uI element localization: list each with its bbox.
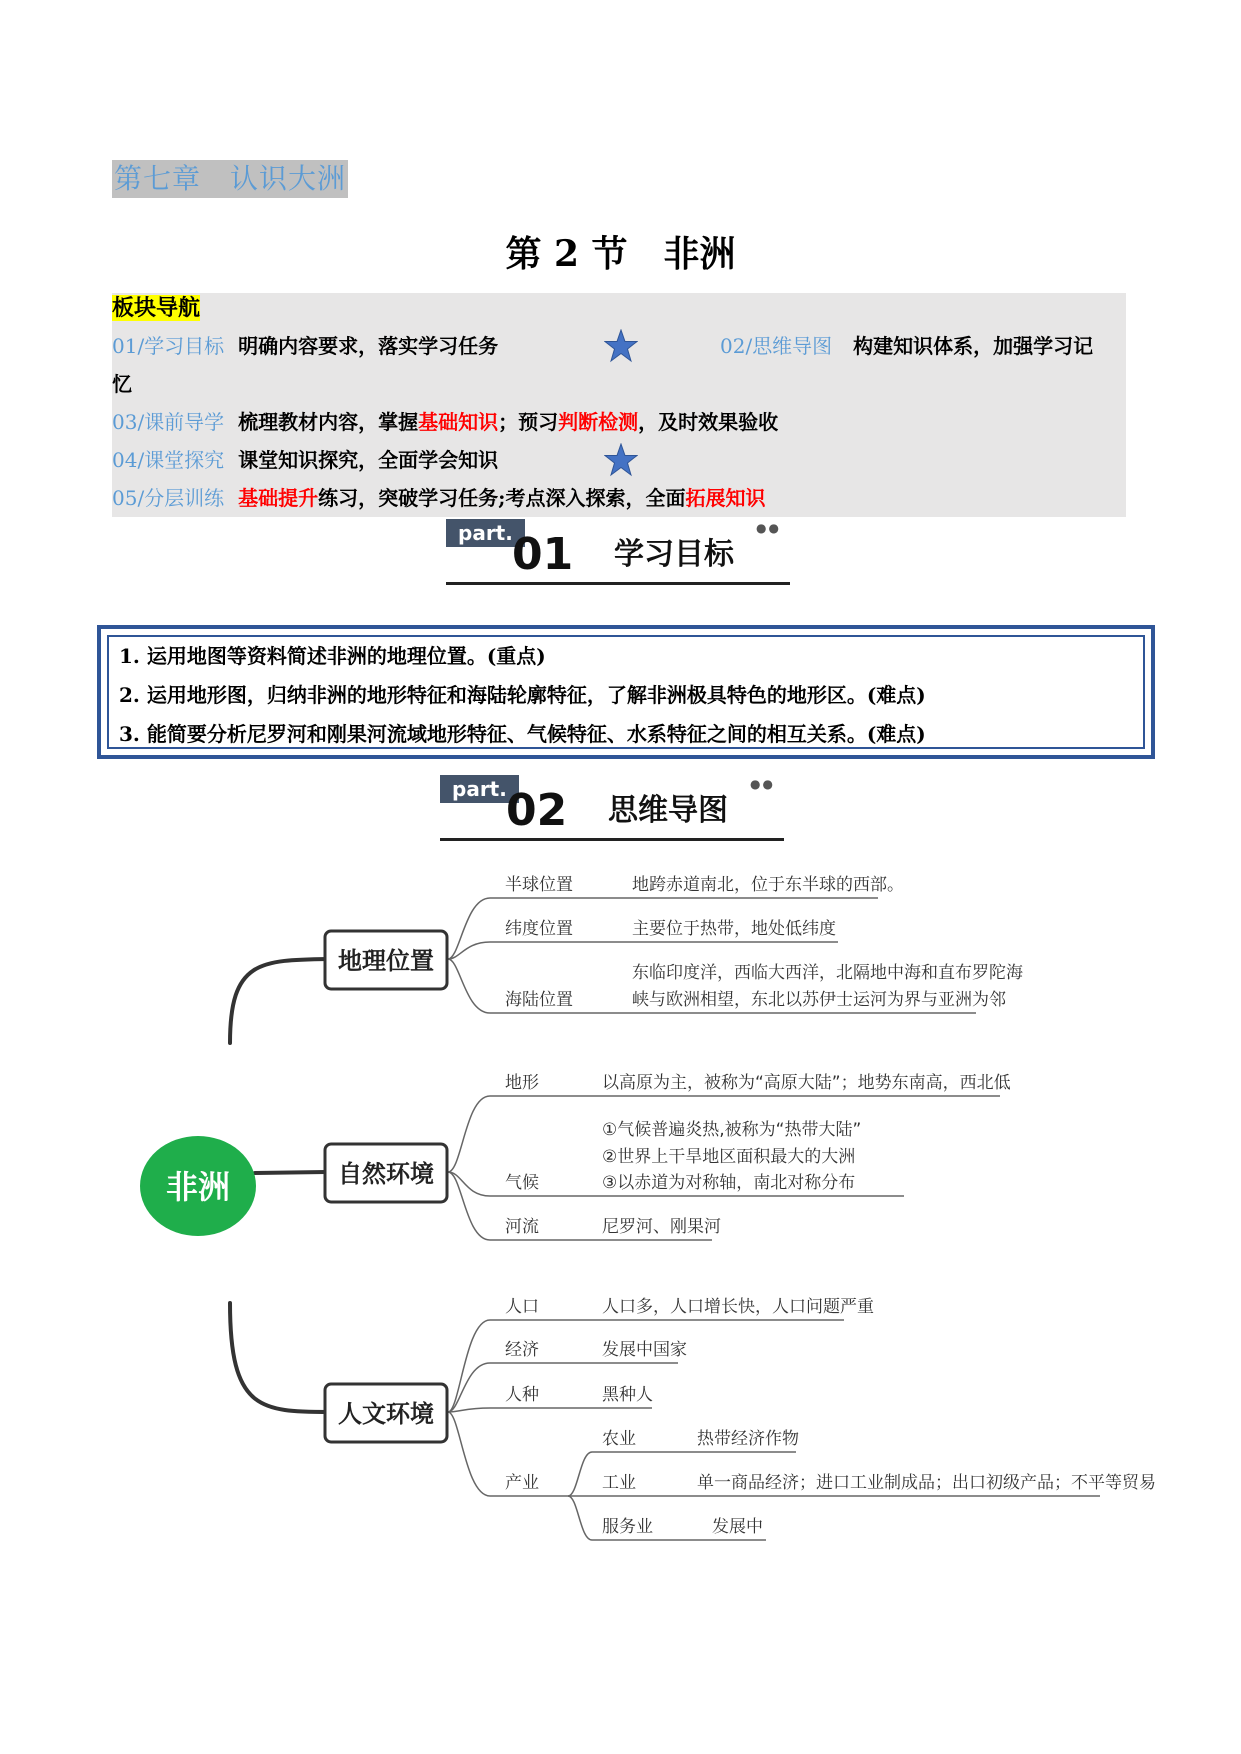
item-key: 地形 [505, 1073, 539, 1093]
item-value: 人口多，人口增长快，人口问题严重 [602, 1297, 874, 1317]
nav-item-05 [112, 483, 766, 513]
goal-item: 2. 运用地形图，归纳非洲的地形特征和海陆轮廓特征，了解非洲极具特色的地形区。(难点) [119, 683, 926, 707]
part-number: 02 [506, 785, 568, 836]
sub-line [448, 942, 838, 959]
item-key: 人口 [505, 1297, 539, 1317]
item-key: 河流 [505, 1217, 539, 1237]
navigation-box [112, 293, 1126, 517]
part-number: 01 [512, 529, 574, 580]
item-value: ③以赤道为对称轴，南北对称分布 [602, 1173, 856, 1193]
nav-code: 03/课前导学 [112, 410, 225, 434]
part-title: 学习目标 [614, 537, 734, 572]
sub-key: 农业 [602, 1429, 636, 1449]
nav-item-03 [112, 407, 778, 437]
item-value: 峡与欧洲相望，东北以苏伊士运河为界与亚洲为邻 [632, 990, 1006, 1010]
nav-desc: 课堂知识探究，全面学会知识 [238, 448, 499, 472]
nav-desc: 明确内容要求，落实学习任务 [238, 334, 499, 358]
branch-label: 自然环境 [338, 1160, 434, 1188]
nav-highlight: 拓展知识 [685, 486, 766, 510]
nav-desc: 练习，突破学习任务;考点深入探索，全面 [318, 486, 686, 510]
item-key: 半球位置 [505, 875, 573, 895]
item-value: 尼罗河、刚果河 [602, 1217, 721, 1237]
sub-value: 热带经济作物 [697, 1429, 799, 1449]
item-value: 以高原为主，被称为“高原大陆”；地势东南高，西北低 [602, 1073, 1011, 1093]
nav-code: 01/学习目标 [112, 334, 225, 358]
mind-map [0, 860, 1241, 1560]
item-key: 经济 [505, 1340, 539, 1360]
part-underline [446, 582, 790, 585]
goal-item: 3. 能简要分析尼罗河和刚果河流域地形特征、气候特征、水系特征之间的相互关系。(难点) [119, 722, 926, 746]
part-label: part. [440, 775, 519, 803]
item-value: 主要位于热带，地处低纬度 [632, 919, 836, 939]
item-key: 纬度位置 [505, 919, 573, 939]
nav-item-04 [112, 445, 498, 475]
part-01-banner [446, 519, 790, 585]
sub-key: 工业 [602, 1473, 636, 1493]
star-icon [604, 443, 638, 477]
part-02-banner [440, 775, 784, 841]
branch-line [230, 959, 330, 1043]
nav-highlight: 基础提升 [238, 486, 319, 510]
item-value: 发展中国家 [602, 1340, 687, 1360]
nav-highlight: 基础知识 [418, 410, 499, 434]
sub-line [448, 1408, 652, 1412]
branch-label: 地理位置 [338, 947, 434, 975]
item-key: 海陆位置 [505, 990, 573, 1010]
item-value: ②世界上干旱地区面积最大的大洲 [602, 1147, 856, 1167]
part-underline [440, 838, 784, 841]
branch-line [230, 1303, 330, 1412]
dots-icon: ●● [750, 777, 775, 791]
item-key: 气候 [505, 1173, 539, 1193]
item-value: 地跨赤道南北，位于东半球的西部。 [632, 875, 904, 895]
nav-code: 04/课堂探究 [112, 448, 225, 472]
nav-desc: ；预习 [498, 410, 559, 434]
branch-line [255, 1172, 326, 1173]
root-label: 非洲 [165, 1168, 231, 1206]
nav-item-02 [720, 331, 1093, 361]
sub-value: 单一商品经济；进口工业制成品；出口初级产品；不平等贸易 [697, 1473, 1156, 1493]
star-icon [604, 329, 638, 363]
part-label: part. [446, 519, 525, 547]
section-title: 第 2 节 非洲 [505, 233, 736, 275]
item-value: 东临印度洋，西临大西洋，北隔地中海和直布罗陀海 [632, 963, 1023, 983]
nav-desc: 梳理教材内容，掌握 [238, 410, 419, 434]
nav-heading: 板块导航 [112, 295, 201, 321]
goal-item: 1. 运用地图等资料简述非洲的地理位置。(重点) [119, 644, 546, 668]
nav-item-02-wrap: 忆 [112, 372, 132, 396]
nav-item-01 [112, 331, 498, 361]
nav-desc: 构建知识体系，加强学习记 [853, 334, 1094, 358]
item-key: 人种 [505, 1385, 539, 1405]
branch-label: 人文环境 [338, 1400, 434, 1428]
nav-code: 02/思维导图 [720, 334, 833, 358]
nav-highlight: 判断检测 [558, 410, 639, 434]
nav-code: 05/分层训练 [112, 486, 225, 510]
sub-value: 发展中 [712, 1517, 763, 1537]
dots-icon: ●● [756, 521, 781, 535]
nav-heading-line [112, 293, 200, 323]
learning-goals-box [97, 625, 1155, 759]
item-value: 黑种人 [602, 1385, 653, 1405]
item-value: ①气候普遍炎热,被称为“热带大陆” [602, 1120, 862, 1140]
nav-desc: ，及时效果验收 [638, 410, 779, 434]
learning-goals-inner [107, 635, 1145, 749]
sub-key: 服务业 [602, 1517, 653, 1537]
item-key: 产业 [505, 1473, 539, 1493]
chapter-heading: 第七章 认识大洲 [112, 160, 348, 198]
part-title: 思维导图 [608, 793, 728, 828]
